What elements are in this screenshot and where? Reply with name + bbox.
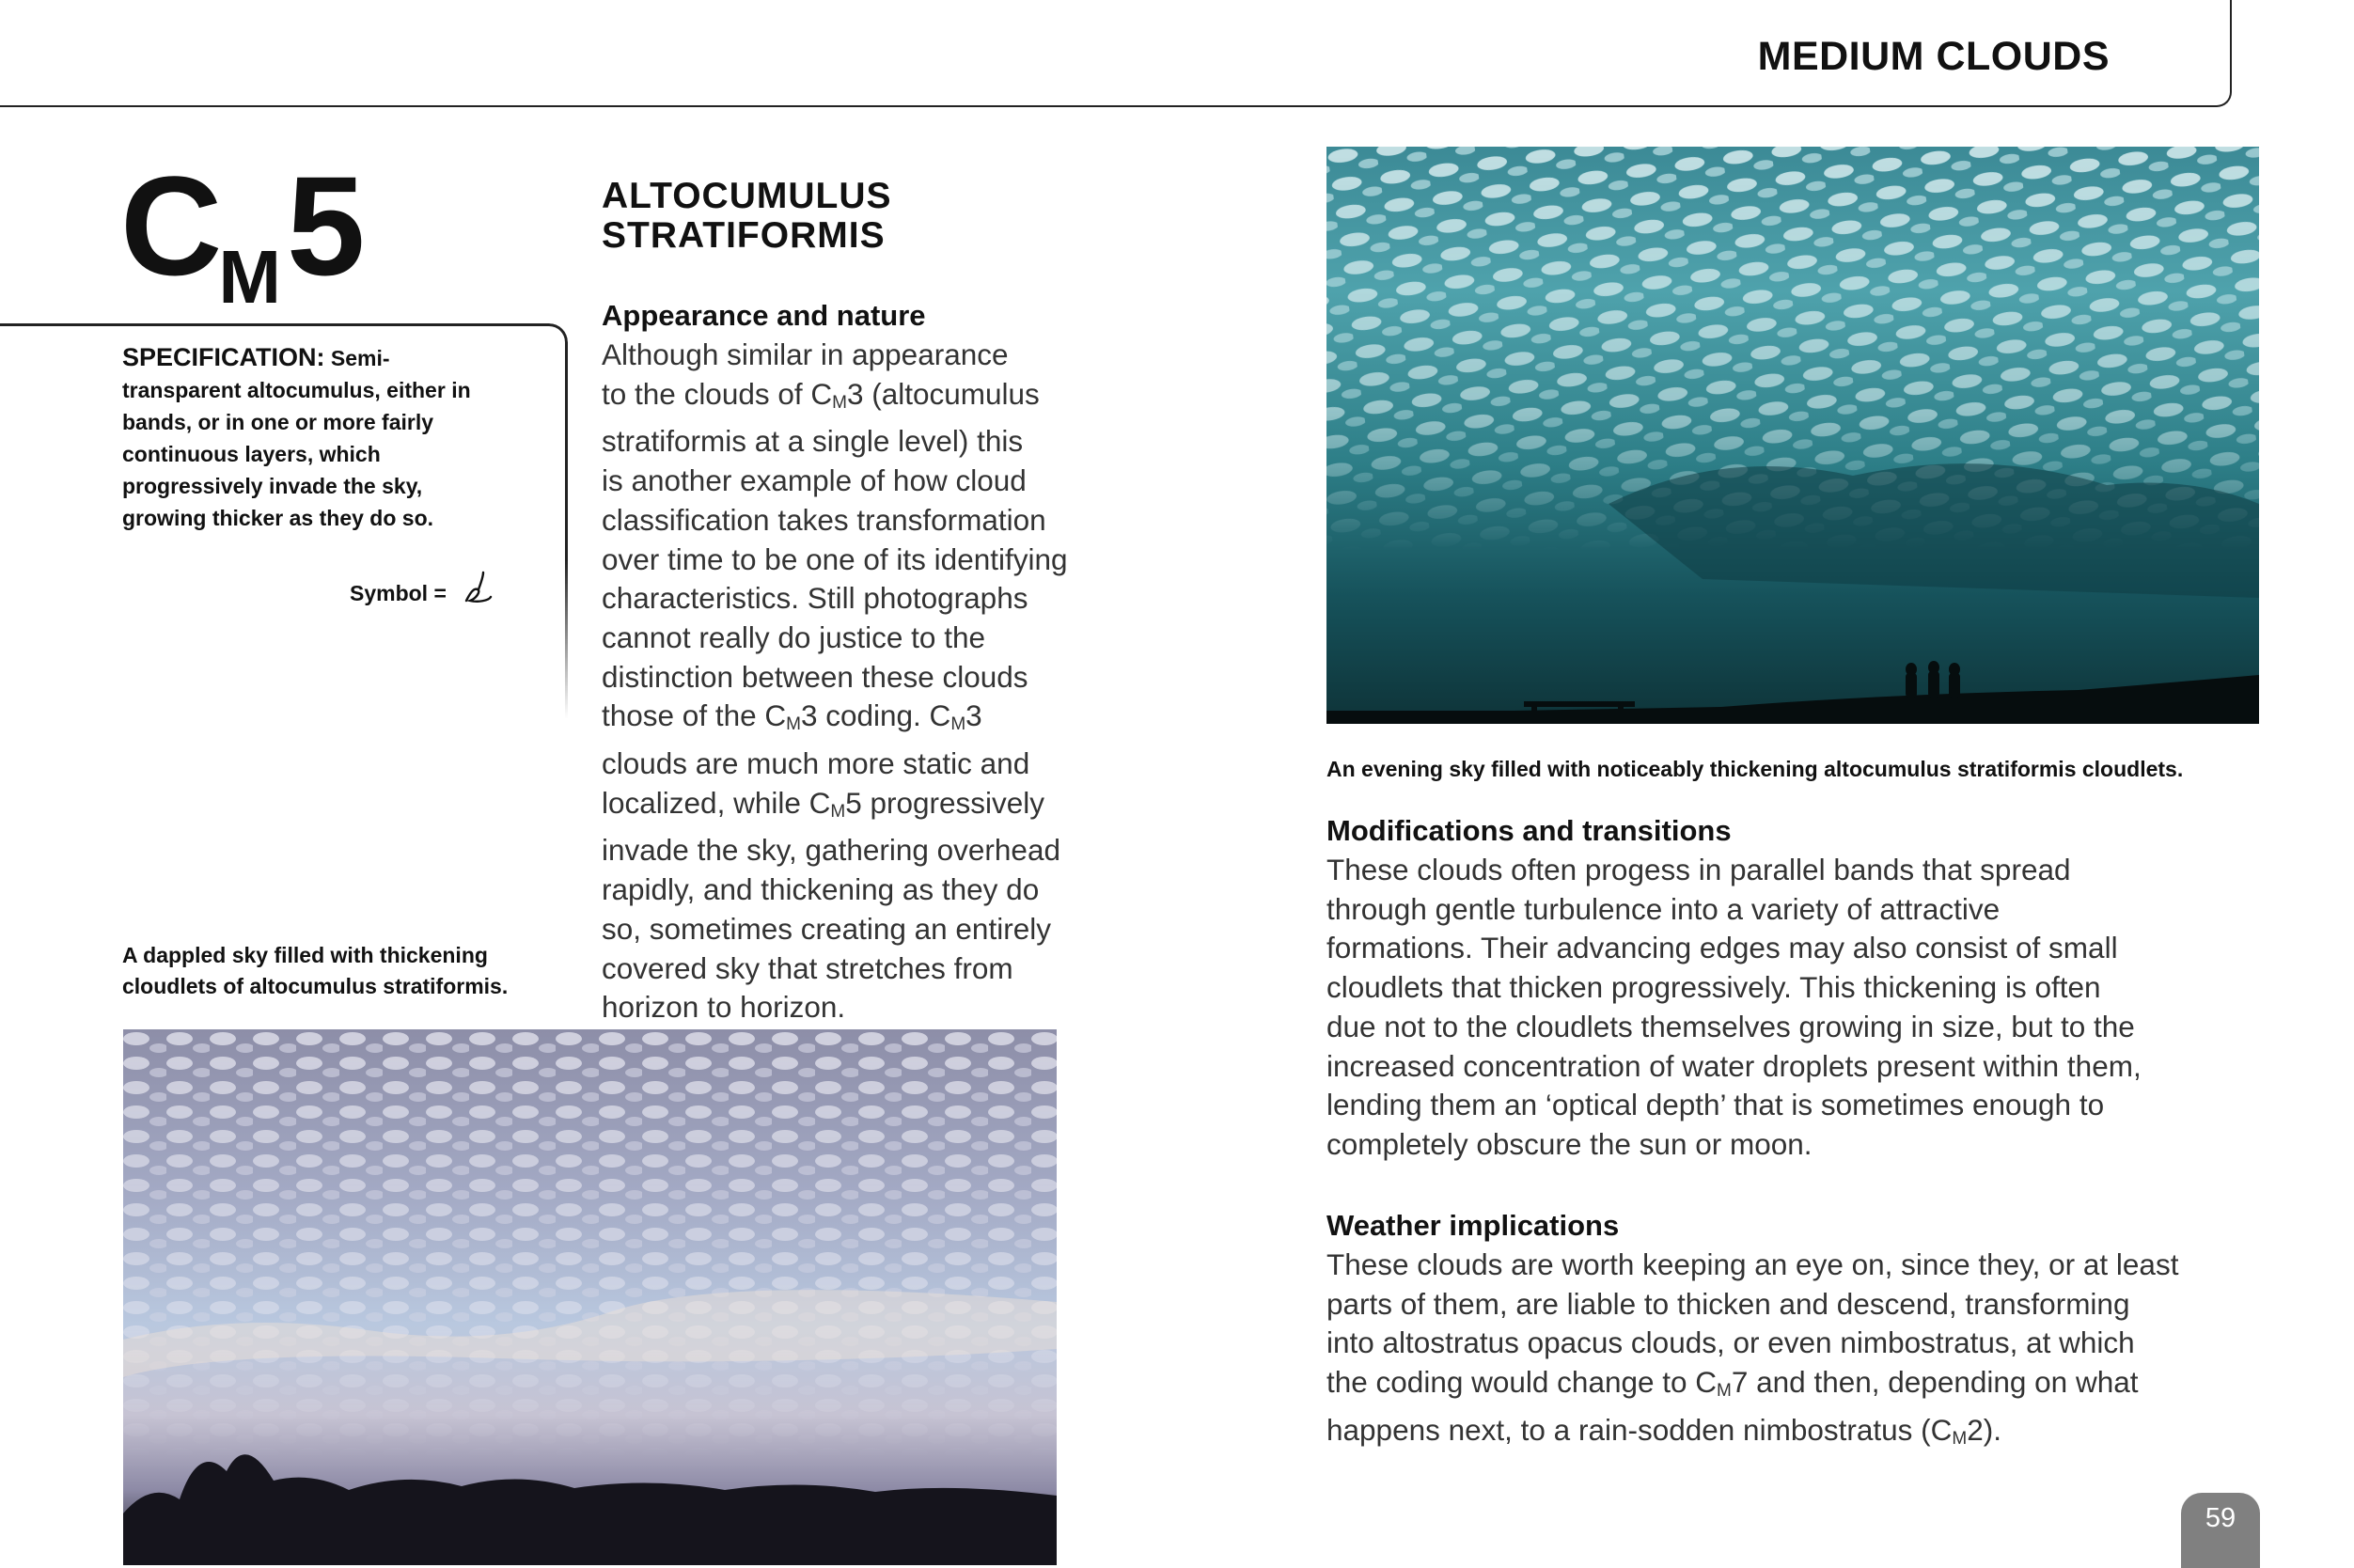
appearance-heading: Appearance and nature xyxy=(602,299,926,332)
modifications-text: These clouds often progess in parallel bands that spread through gentle turbulence into a variety of attractive formations. Their advancing edges may also consist of small cloudlets that thicken progressively. This thickening is often due not to the cloudlets themselves growing in size, but to the increased concentration of water droplets present within them, lending them an ‘optical depth’ that is sometimes enough to completely obscure the sun or moon. xyxy=(1326,853,2142,1161)
appearance-text xyxy=(602,336,1091,1027)
symbol-label: Symbol = xyxy=(350,581,447,605)
weather-text-part: 2). xyxy=(1967,1412,2001,1447)
subscript-m: M xyxy=(832,392,847,413)
dappled-sky-artwork xyxy=(123,1029,1057,1565)
cloud-code-number: 5 xyxy=(286,147,362,305)
cloud-code-prefix: C xyxy=(120,147,219,305)
subscript-m: M xyxy=(830,801,846,822)
appearance-text-part: Although similar in appearance to the clouds of C xyxy=(602,337,1009,411)
modifications-heading: Modifications and transitions xyxy=(1326,814,1732,847)
subscript-m: M xyxy=(950,714,966,735)
specification-text: Semi-transparent altocumulus, either in bands, or in one or more fairly continuous layers, which progressively invade the sky, growing thicker as they do so. xyxy=(122,346,471,530)
altocumulus-symbol-icon xyxy=(463,569,494,606)
cloud-type-title-line1: ALTOCUMULUS xyxy=(602,176,892,216)
specification xyxy=(122,341,498,534)
cloud-type-title-line2: STRATIFORMIS xyxy=(602,215,886,256)
appearance-text-part: 3 coding. C xyxy=(800,698,951,733)
right-photo-caption: An evening sky filled with noticeably thickening altocumulus stratiformis cloudlets. xyxy=(1326,757,2184,781)
weather-text xyxy=(1326,1246,2229,1459)
subscript-m: M xyxy=(1717,1381,1732,1402)
subscript-m: M xyxy=(1952,1428,1968,1449)
weather-text-part: 7 and then, depending on what happens next, to a rain-sodden nimbostratus (C xyxy=(1326,1365,2139,1447)
appearance-text-part: 3 clouds are much more static and localized, while C xyxy=(602,698,1030,820)
evening-sky-artwork xyxy=(1326,147,2259,724)
weather-text-part: These clouds are worth keeping an eye on, since they, or at least parts of them, are liable to thicken and descend, transforming into altostratus opacus clouds, or even nimbostratus, at which the coding would change to C xyxy=(1326,1247,2179,1400)
section-title: MEDIUM CLOUDS xyxy=(1757,34,2110,79)
page-number: 59 xyxy=(2181,1493,2260,1568)
evening-sky-photo xyxy=(1326,147,2259,724)
specification-lead: SPECIFICATION: xyxy=(122,343,325,371)
subscript-m: M xyxy=(786,714,801,735)
dappled-sky-photo xyxy=(123,1029,1057,1565)
left-photo-caption: A dappled sky filled with thickening cloudlets of altocumulus stratiformis. xyxy=(122,943,509,998)
appearance-text-part: 3 (altocumulus stratiformis at a single level) this is another example of how cloud classification takes transformation over time to be one of its identifying characteristics. Still photographs cannot really do justice to the distinction between these clouds those of the C xyxy=(602,376,1068,733)
weather-heading: Weather implications xyxy=(1326,1209,1620,1242)
appearance-text-part: 5 progressively invade the sky, gathering overhead rapidly, and thickening as they do so, sometimes creating an entirely covered sky that stretches from horizon to horizon. xyxy=(602,785,1060,1025)
cloud-type-title xyxy=(602,177,892,256)
cloud-code xyxy=(120,147,362,319)
cloud-code-subscript: M xyxy=(218,235,281,319)
